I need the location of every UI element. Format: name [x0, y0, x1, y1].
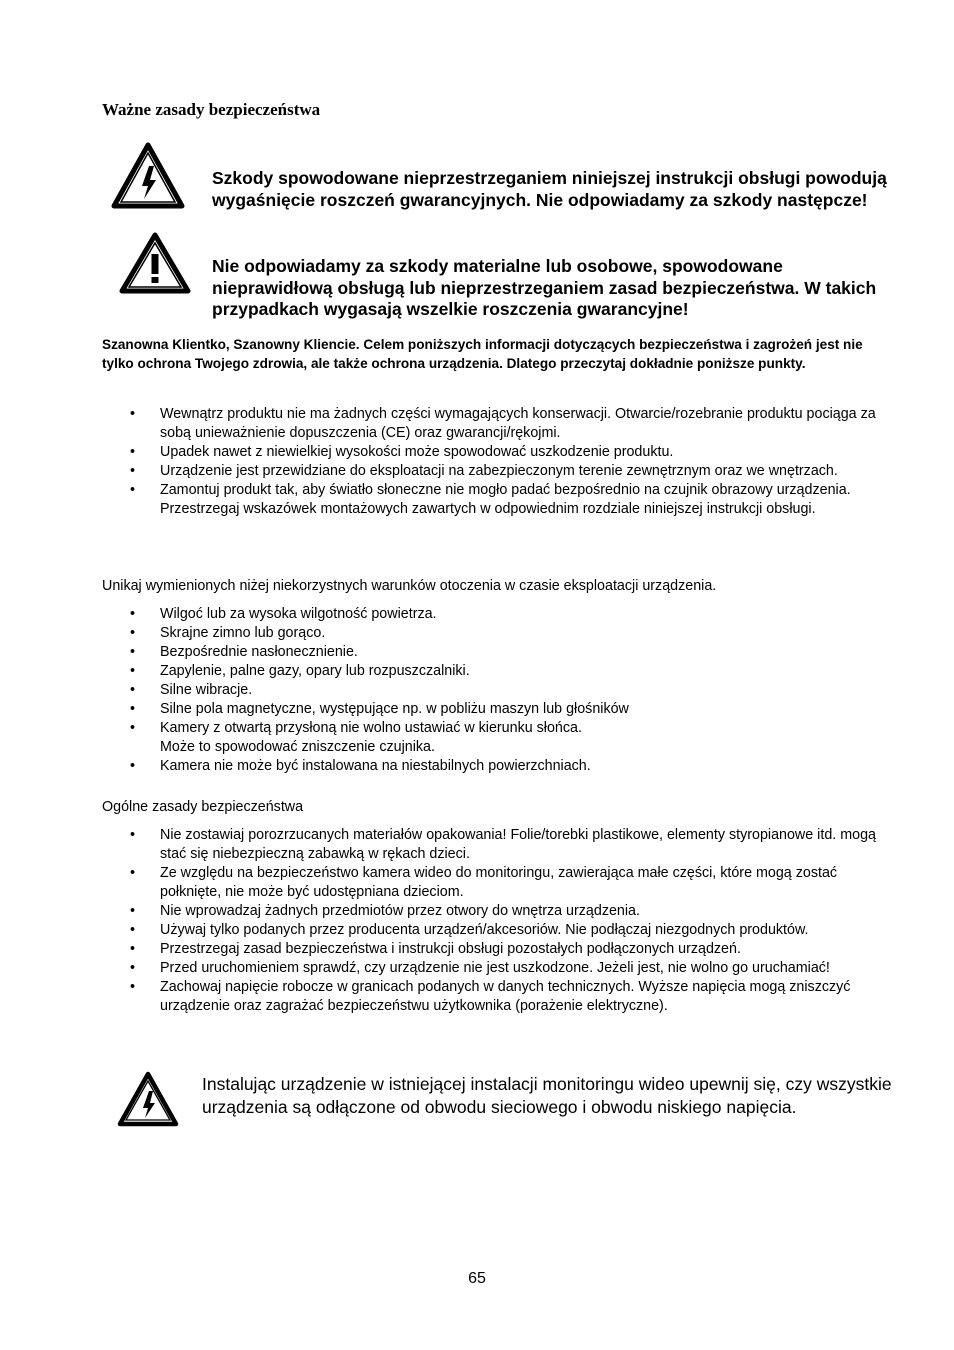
- lightning-warning-icon: [117, 1071, 179, 1127]
- list-item: • Skrajne zimno lub gorąco.: [102, 624, 892, 643]
- list-item: • Bezpośrednie nasłonecznienie.: [102, 643, 892, 662]
- page-heading: Ważne zasady bezpieczeństwa: [102, 100, 321, 119]
- list-item: • Nie zostawiaj porozrzucanych materiałów opakowania! Folie/torebki plastikowe, elementy styropianowe itd. mogą stać się niebezpieczną zabawką w rękach dzieci.: [102, 826, 892, 864]
- list-item: • Kamera nie może być instalowana na niestabilnych powierzchniach.: [102, 757, 892, 776]
- list-item: • Nie wprowadzaj żadnych przedmiotów przez otwory do wnętrza urządzenia.: [102, 902, 892, 921]
- page-number: 65: [468, 1270, 486, 1287]
- general-safety-list: [102, 826, 892, 1016]
- lightning-warning-icon: [111, 142, 185, 209]
- warning-text-warranty: Szkody spowodowane nieprzestrzeganiem niniejszej instrukcji obsługi powodują wygaśnięcie roszczeń gwarancyjnych. Nie odpowiadamy za szkody następcze!: [212, 168, 887, 210]
- list-item: • Silne wibracje.: [102, 681, 892, 700]
- list-item: • Używaj tylko podanych przez producenta urządzeń/akcesoriów. Nie podłączaj niezgodnych produktów.: [102, 921, 892, 940]
- list-item: • Wilgoć lub za wysoka wilgotność powietrza.: [102, 605, 892, 624]
- list-item: • Przestrzegaj zasad bezpieczeństwa i instrukcji obsługi pozostałych podłączonych urządzeń.: [102, 940, 892, 959]
- installation-warning-text: Instalując urządzenie w istniejącej instalacji monitoringu wideo upewnij się, czy wszystkie urządzenia są odłączone od obwodu sieciowego i obwodu niskiego napięcia.: [202, 1074, 892, 1117]
- environment-intro: Unikaj wymienionych niżej niekorzystnych warunków otoczenia w czasie eksploatacji urządzenia.: [102, 578, 717, 594]
- list-item: • Przed uruchomieniem sprawdź, czy urządzenie nie jest uszkodzone. Jeżeli jest, nie wolno go uruchamiać!: [102, 959, 892, 978]
- list-item: • Zapylenie, palne gazy, opary lub rozpuszczalniki.: [102, 662, 892, 681]
- warning-text-liability: Nie odpowiadamy za szkody materialne lub osobowe, spowodowane nieprawidłową obsługą lub nieprzestrzeganiem zasad bezpieczeństwa. W takich przypadkach wygasają wszelkie roszczenia gwarancyjne!: [212, 256, 877, 319]
- list-item: • Urządzenie jest przewidziane do eksploatacji na zabezpieczonym terenie zewnętrznym oraz we wnętrzach.: [102, 462, 892, 481]
- product-care-list: [102, 405, 892, 519]
- general-safety-heading: Ogólne zasady bezpieczeństwa: [102, 799, 304, 815]
- intro-paragraph: Szanowna Klientko, Szanowny Kliencie. Celem poniższych informacji dotyczących bezpieczeństwa i zagrożeń jest nie tylko ochrona Twojego zdrowia, ale także ochrona urządzenia. Dlatego przeczytaj dokładnie poniższe punkty.: [102, 337, 863, 371]
- list-item: • Wewnątrz produktu nie ma żadnych części wymagających konserwacji. Otwarcie/rozebranie produktu pociąga za sobą unieważnienie dopuszczenia (CE) oraz gwarancji/rękojmi.: [102, 405, 892, 443]
- list-item: • Ze względu na bezpieczeństwo kamera wideo do monitoringu, zawierająca małe części, które mogą zostać połknięte, nie może być udostępniana dzieciom.: [102, 864, 892, 902]
- exclamation-warning-icon: [119, 232, 191, 294]
- list-item: • Silne pola magnetyczne, występujące np. w pobliżu maszyn lub głośników: [102, 700, 892, 719]
- list-item: • Zamontuj produkt tak, aby światło słoneczne nie mogło padać bezpośrednio na czujnik obrazowy urządzenia. Przestrzegaj wskazówek montażowych zawartych w odpowiednim rozdziale niniejszej instrukcji obsługi.: [102, 481, 892, 519]
- list-item: • Upadek nawet z niewielkiej wysokości może spowodować uszkodzenie produktu.: [102, 443, 892, 462]
- list-item: • Zachowaj napięcie robocze w granicach podanych w danych technicznych. Wyższe napięcia mogą zniszczyć urządzenie oraz zagrażać bezpieczeństwu użytkownika (porażenie elektryczne).: [102, 978, 892, 1016]
- list-item: • Kamery z otwartą przysłoną nie wolno ustawiać w kierunku słońca. Może to spowodować zniszczenie czujnika.: [102, 719, 892, 757]
- environment-conditions-list: [102, 605, 892, 776]
